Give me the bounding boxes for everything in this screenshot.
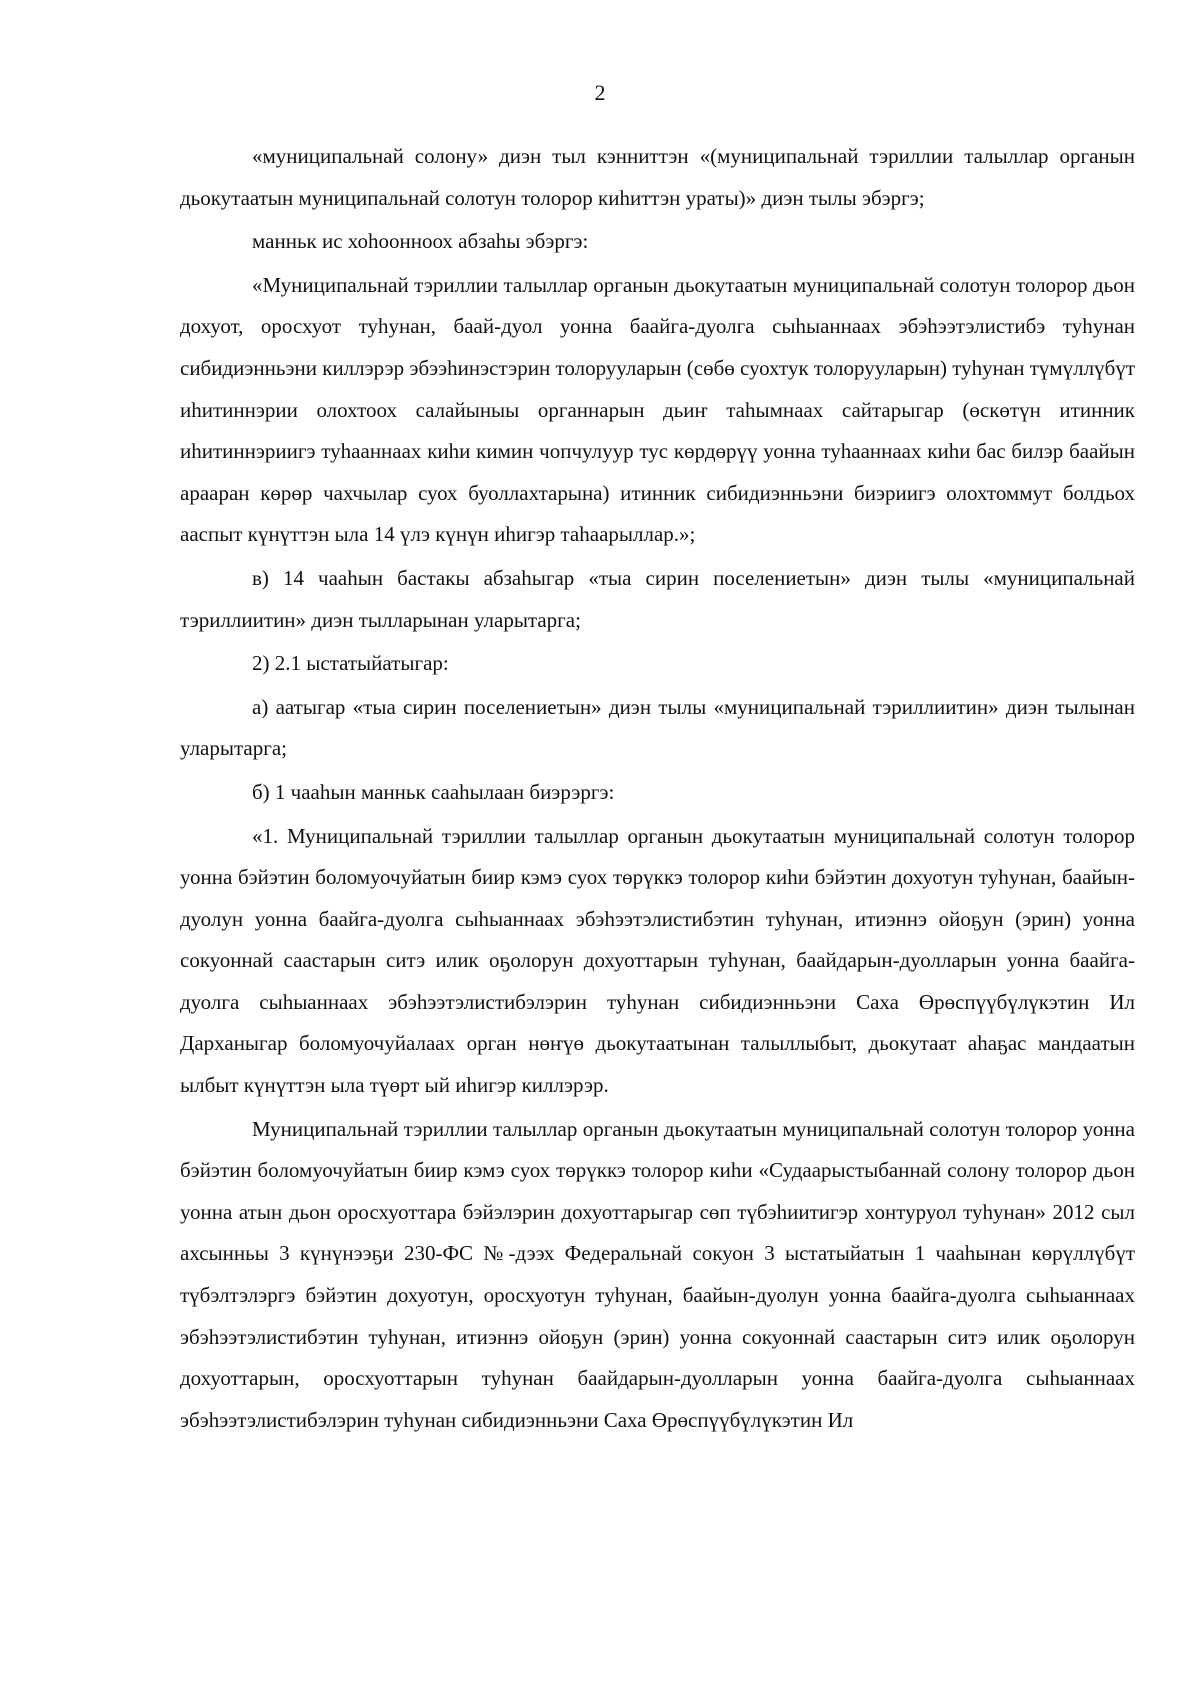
paragraph-8: «1. Муниципальнай тэриллии талыллар органын дьокутаатын муниципальнай солотун толорор уонна бэйэтин боломуочуйатын биир кэмэ суох төрүккэ толорор киһи бэйэтин дохуотун туһунан, баайын-дуолун уонна баайга-дуолга сыһыаннаах эбэһээтэлистибэтин туһунан, итиэннэ ойоҕун (эрин) уонна сокуоннай саастарын ситэ илик оҕолорун дохуоттарын туһунан, баайдарын-дуолларын уонна баайга-дуолга сыһыаннаах эбэһээтэлистибэлэрин туһунан сибидиэнньэни Саха Өрөспүүбүлүкэтин Ил Дарханыгар боломуочуйалаах орган нөҥүө дьокутаатынан талыллыбыт, дьокутаат аһаҕас мандаатын ылбыт күнүттэн ыла түөрт ый иһигэр киллэрэр.: [180, 823, 1135, 1098]
paragraph-2: манньк ис хоһоонноох абзаһы эбэргэ:: [252, 229, 589, 254]
page-number: 2: [594, 80, 606, 105]
paragraph-5: 2) 2.1 ыстатыйатыгар:: [252, 651, 449, 676]
paragraph-9: Муниципальнай тэриллии талыллар органын дьокутаатын муниципальнай солотун толорор уонна бэйэтин боломуочуйатын биир кэмэ суох төрүккэ толорор киһи «Судаарыстыбаннай солону толорор дьон уонна атын дьон оросхуоттара бэйэлэрин дохуоттарыгар сөп түбэһиитигэр хонтуруол туһунан» 2012 сыл ахсынньы 3 күнүнээҕи 230-ФС №-дээх Федеральнай сокуон 3 ыстатыйатын 1 чааһынан көрүллүбүт түбэлтэлэргэ бэйэтин дохуотун, оросхуотун туһунан, баайын-дуолун уонна баайга-дуолга сыһыаннаах эбэһээтэлистибэтин туһунан, итиэннэ ойоҕун (эрин) уонна сокуоннай саастарын ситэ илик оҕолорун дохуоттарын, оросхуоттарын туһунан баайдарын-дуолларын уонна баайга-дуолга сыһыаннаах эбэһээтэлистибэлэрин туһунан сибидиэнньэни Саха Өрөспүүбүлүкэтин Ил: [180, 1116, 1135, 1432]
paragraph-4: в) 14 чааһын бастакы абзаһыгар «тыа сирин поселениетын» диэн тылы «муниципальнай тэриллиитин» диэн тылларынан уларытарга;: [180, 565, 1135, 632]
paragraph-3: «Муниципальнай тэриллии талыллар органын дьокутаатын муниципальнай солотун толорор дьон дохуот, оросхуот туһунан, баай-дуол уонна баайга-дуолга сыһыаннаах эбэһээтэлистибэ туһунан сибидиэнньэни киллэрэр эбээһинэстэрин толорууларын (сөбө суохтук толорууларын) туһунан түмүллүбүт иһитиннэрии олохтоох салайыныы органнарын дьиҥ таһымнаах сайтарыгар (өскөтүн итинник иһитиннэриигэ туһааннаах киһи кимин чопчулуур тус көрдөрүү уонна туһааннаах киһи бас билэр баайын арааран көрөр чахчылар суох буоллахтарына) итинник сибидиэнньэни биэриигэ олохтоммут болдьох ааспыт күнүттэн ыла 14 үлэ күнүн иһигэр таһаарыллар.»;: [180, 272, 1135, 547]
document-body: [180, 136, 1135, 1441]
paragraph-7: б) 1 чааһын манньк сааһылаан биэрэргэ:: [252, 779, 615, 804]
paragraph-1: «муниципальнай солону» диэн тыл кэнниттэн «(муниципальнай тэриллии талыллар органын дьокутаатын муниципальнай солотун толорор киһиттэн ураты)» диэн тылы эбэргэ;: [180, 144, 1135, 210]
paragraph-6: а) аатыгар «тыа сирин поселениетын» диэн тылы «муниципальнай тэриллиитин» диэн тылынан уларытарга;: [180, 694, 1135, 761]
